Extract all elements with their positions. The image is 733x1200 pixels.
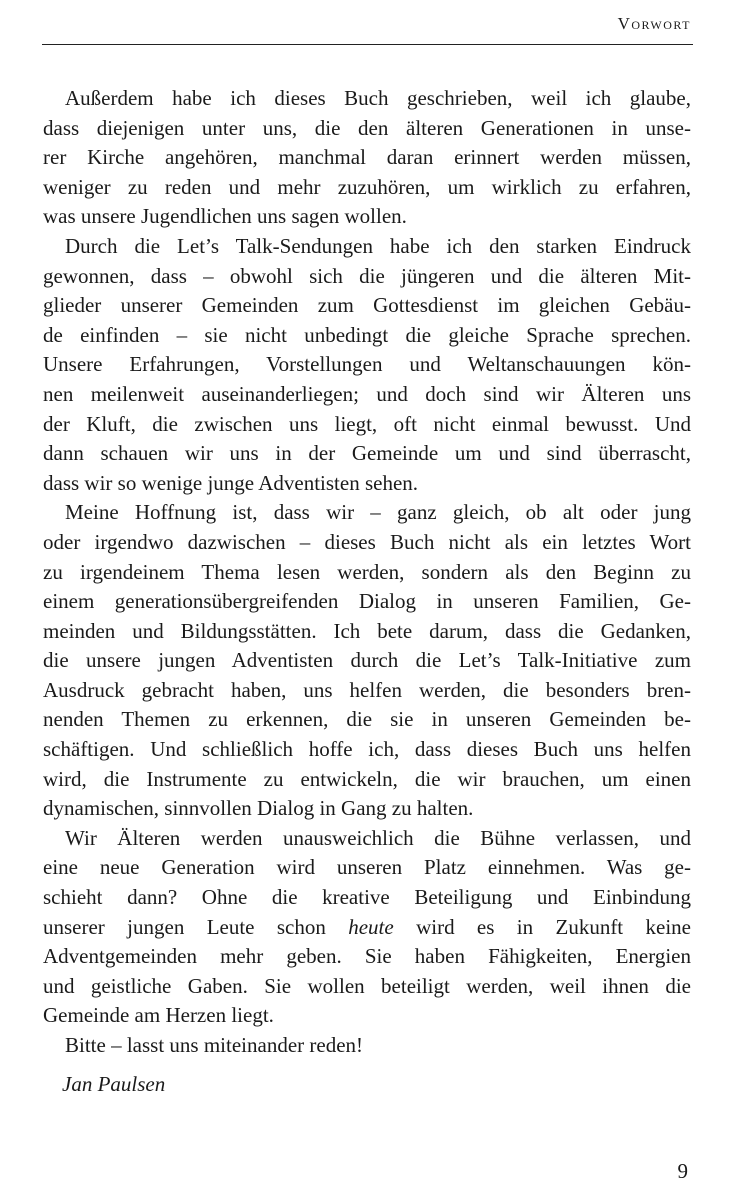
- text-line: zu irgendeinem Thema lesen werden, sondern als den Beginn zu: [43, 559, 691, 584]
- text-line: meinden und Bildungsstätten. Ich bete darum, dass die Gedanken,: [43, 618, 691, 643]
- text-line: Unsere Erfahrungen, Vorstellungen und Weltanschauungen kön-: [43, 352, 691, 377]
- text-line: unserer jungen Leute schon heute wird es in Zukunft keine: [43, 914, 691, 939]
- text-line: Gemeinde am Herzen liegt.: [43, 1003, 274, 1028]
- running-head-title: Vorwort: [617, 14, 691, 33]
- author-signature: Jan Paulsen: [62, 1072, 166, 1096]
- paragraph: [43, 232, 691, 498]
- text-line: Adventgemeinden mehr geben. Sie haben Fähigkeiten, Energien: [43, 944, 691, 969]
- text-line: und geistliche Gaben. Sie wollen beteiligt werden, weil ihnen die: [43, 973, 691, 998]
- text-line: dynamischen, sinnvollen Dialog in Gang zu halten.: [43, 796, 474, 821]
- text-line: gewonnen, dass – obwohl sich die jüngeren und die älteren Mit-: [43, 263, 691, 288]
- paragraph: [43, 1031, 691, 1061]
- paragraph: [43, 84, 691, 232]
- text-line: Durch die Let’s Talk-Sendungen habe ich den starken Eindruck: [65, 233, 691, 258]
- text-line: wird, die Instrumente zu entwickeln, die wir brauchen, um einen: [43, 766, 691, 791]
- text-line: eine neue Generation wird unseren Platz einnehmen. Was ge-: [43, 855, 691, 880]
- text-line: schäftigen. Und schließlich hoffe ich, dass dieses Buch uns helfen: [43, 737, 691, 762]
- text-line: dann schauen wir uns in der Gemeinde um und sind überrascht,: [43, 441, 691, 466]
- text-line: glieder unserer Gemeinden zum Gottesdienst im gleichen Gebäu-: [43, 293, 691, 318]
- text-line: Bitte – lasst uns miteinander reden!: [65, 1033, 364, 1057]
- text-line: der Kluft, die zwischen uns liegt, oft nicht einmal bewusst. Und: [43, 411, 691, 436]
- text-line: dass diejenigen unter uns, die den älteren Generationen in unse-: [43, 115, 691, 140]
- text-line: nenden Themen zu erkennen, die sie in unseren Gemeinden be-: [43, 707, 691, 732]
- paragraph: [43, 824, 691, 1031]
- text-line: was unsere Jugendlichen uns sagen wollen.: [43, 204, 407, 229]
- paragraph: [43, 498, 691, 824]
- text-line: die unsere jungen Adventisten durch die Let’s Talk-Initiative zum: [43, 648, 691, 673]
- text-line: Meine Hoffnung ist, dass wir – ganz gleich, ob alt oder jung: [65, 500, 691, 525]
- text-line: rer Kirche angehören, manchmal daran erinnert werden müssen,: [43, 145, 691, 170]
- text-line: de einfinden – sie nicht unbedingt die gleiche Sprache sprechen.: [43, 322, 691, 347]
- text-line: Wir Älteren werden unausweichlich die Bühne verlassen, und: [65, 825, 691, 850]
- page-number: 9: [677, 1159, 688, 1183]
- text-line: Außerdem habe ich dieses Buch geschrieben, weil ich glaube,: [65, 86, 691, 110]
- text-line: schieht dann? Ohne die kreative Beteiligung und Einbindung: [43, 885, 691, 910]
- text-line: weniger zu reden und mehr zuzuhören, um wirklich zu erfahren,: [43, 174, 691, 199]
- body-text: [43, 84, 691, 1061]
- emphasized-word: heute: [348, 914, 394, 939]
- text-line: einem generationsübergreifenden Dialog in unseren Familien, Ge-: [43, 589, 691, 614]
- text-line: dass wir so wenige junge Adventisten sehen.: [43, 470, 419, 495]
- text-line: nen meilenweit auseinanderliegen; und doch sind wir Älteren uns: [43, 381, 691, 406]
- header-rule: [42, 44, 693, 45]
- text-line: oder irgendwo dazwischen – dieses Buch nicht als ein letztes Wort: [43, 529, 691, 554]
- text-line: Ausdruck gebracht haben, uns helfen werden, die besonders bren-: [43, 677, 691, 702]
